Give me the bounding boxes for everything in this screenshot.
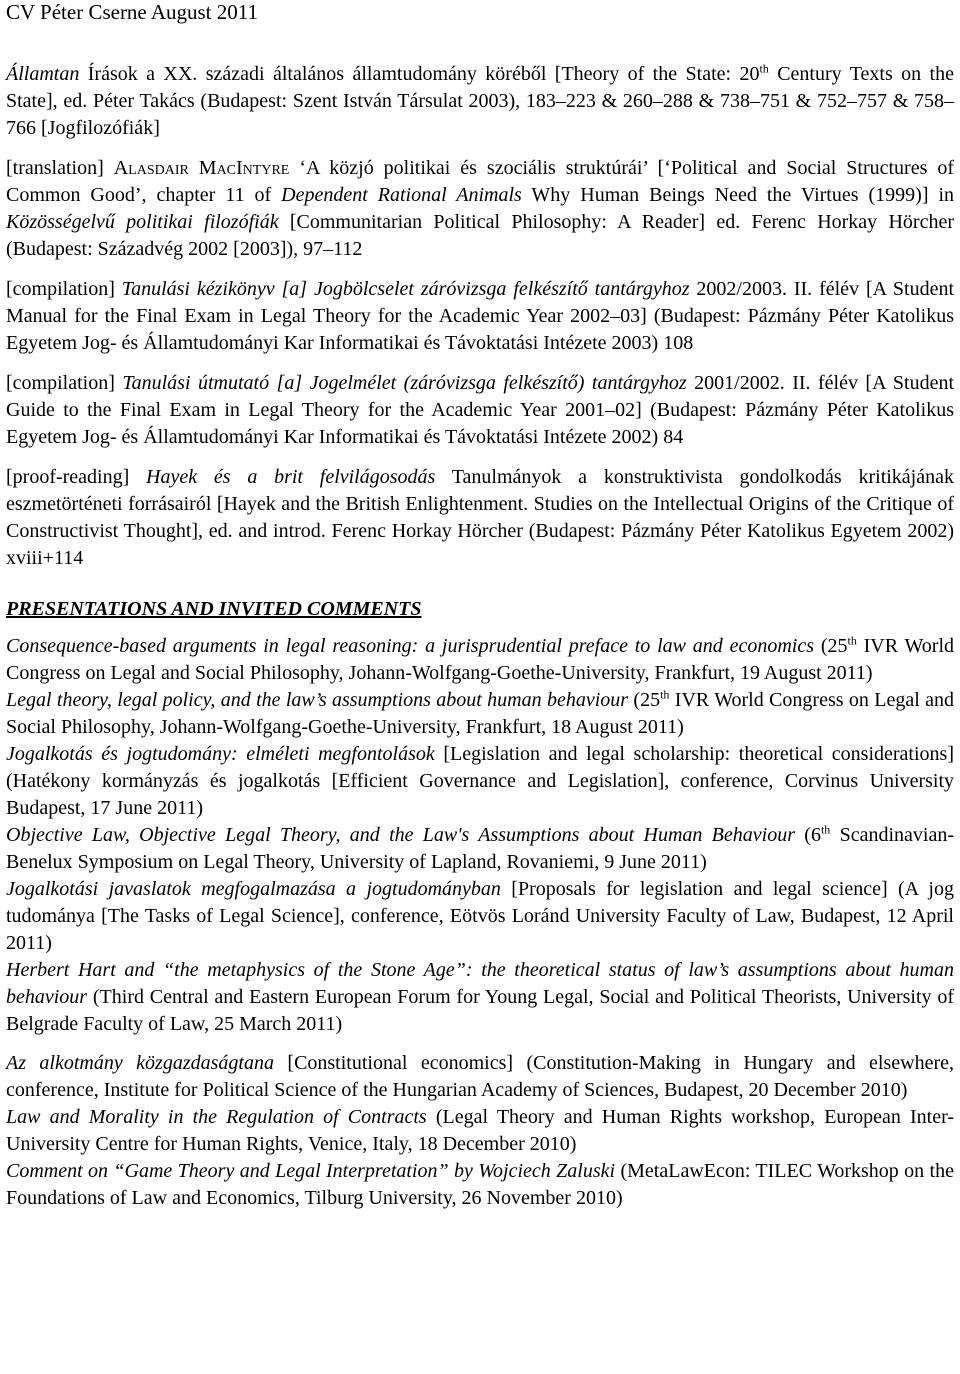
entry-text: 2001/2002. II. félév [A Student Guide to the Final Exam in Legal Theory for the Academic Year 2001–02] (Budapest: Pázmány Péter Katolikus Egyetem Jog- és Államtudományi Kar Informatikai és Távoktatási Intézete 2002) 84	[6, 372, 954, 448]
entry-text: (25	[628, 689, 661, 711]
publication-entry	[6, 155, 954, 263]
presentation-entry	[6, 633, 954, 687]
publication-entry	[6, 276, 954, 357]
entry-text: (MetaLawEcon: TILEC Workshop on the Foundations of Law and Economics, Tilburg University, 26 November 2010)	[6, 1160, 954, 1209]
presentations-list	[6, 633, 954, 1212]
superscript: th	[660, 687, 670, 702]
publication-entry	[6, 464, 954, 572]
italic-title: Objective Law, Objective Legal Theory, and the Law's Assumptions about Human Behaviour	[6, 824, 795, 846]
entry-text: Century Texts on the State], ed. Péter Takács (Budapest: Szent István Társulat 2003), 183–223 & 260–288 & 738–751 & 752–757 & 758–766 [Jogfilozófiák]	[6, 63, 954, 139]
publication-entry	[6, 61, 954, 142]
superscript: th	[759, 61, 769, 76]
entry-text: [Legislation and legal scholarship: theoretical considerations] (Hatékony kormányzás és jogalkotás [Efficient Governance and Legislation], conference, Corvinus University Budapest, 17 June 2011)	[6, 743, 954, 819]
italic-title: Legal theory, legal policy, and the law’s assumptions about human behaviour	[6, 689, 629, 711]
italic-title: Dependent Rational Animals	[281, 184, 522, 206]
entry-text: ‘A közjó politikai és szociális struktúrái’ [‘Political and Social Structures of Common Good’, chapter 11 of	[6, 157, 954, 206]
presentation-entry	[6, 822, 954, 876]
italic-title: Consequence-based arguments in legal reasoning: a jurisprudential preface to law and economics	[6, 635, 815, 657]
entry-text: IVR World Congress on Legal and Social Philosophy, Johann-Wolfgang-Goethe-University, Frankfurt, 19 August 2011)	[6, 635, 954, 684]
entry-text: Why Human Beings Need the Virtues (1999)] in	[521, 184, 955, 206]
italic-title: Tanulási útmutató [a] Jogelmélet (záróvizsga felkészítő) tantárgyhoz	[122, 372, 687, 394]
presentation-entry	[6, 1104, 954, 1158]
section-title: PRESENTATIONS AND INVITED COMMENTS	[6, 598, 422, 620]
italic-title: Tanulási kézikönyv [a] Jogbölcselet záróvizsga felkészítő tantárgyhoz	[121, 278, 690, 300]
entry-text: 2002/2003. II. félév [A Student Manual for the Final Exam in Legal Theory for the Academic Year 2002–03] (Budapest: Pázmány Péter Katolikus Egyetem Jog- és Államtudományi Kar Informatikai és Távoktatási Intézete 2003) 108	[6, 278, 954, 354]
italic-title: Államtan	[6, 63, 80, 85]
presentation-entry	[6, 1050, 954, 1104]
entry-text: (6	[795, 824, 821, 846]
italic-title: Herbert Hart and “the metaphysics of the Stone Age”: the theoretical status of law’s assumptions about human behaviour	[6, 959, 954, 1008]
entry-text: (25	[814, 635, 848, 657]
italic-title: Comment on “Game Theory and Legal Interpretation” by Wojciech Zaluski	[6, 1160, 616, 1182]
publications-list	[6, 61, 954, 572]
page-header: CV Péter Cserne August 2011	[6, 0, 258, 24]
entry-text: [proof-reading]	[6, 466, 147, 488]
entry-text: Tanulmányok a konstruktivista gondolkodás kritikájának eszmetörténeti forrásairól [Hayek and the British Enlightenment. Studies on the Intellectual Origins of the Critique of Constructivist Thought], ed. and introd. Ferenc Horkay Hörcher (Budapest: Pázmány Péter Katolikus Egyetem 2002) xviii+114	[6, 466, 954, 569]
italic-title: Közösségelvű politikai filozófiák	[6, 211, 279, 233]
italic-title: Hayek és a brit felvilágosodás	[146, 466, 436, 488]
entry-text: Írások a XX. századi általános államtudomány köréből [Theory of the State: 20	[79, 63, 760, 85]
entry-text: IVR World Congress on Legal and Social Philosophy, Johann-Wolfgang-Goethe-University, Frankfurt, 18 August 2011)	[6, 689, 954, 738]
entry-text: (Legal Theory and Human Rights workshop, European Inter-University Centre for Human Rights, Venice, Italy, 18 December 2010)	[6, 1106, 954, 1155]
entry-text: [translation]	[6, 157, 114, 179]
superscript: th	[820, 822, 831, 837]
entry-text: [compilation]	[6, 278, 122, 300]
presentation-entry	[6, 687, 954, 741]
entry-text: [Proposals for legislation and legal science] (A jog tudománya [The Tasks of Legal Science], conference, Eötvös Loránd University Faculty of Law, Budapest, 12 April 2011)	[6, 878, 954, 954]
presentation-entry	[6, 957, 954, 1038]
superscript: th	[847, 633, 857, 648]
author-name: Alasdair MacIntyre	[113, 157, 290, 179]
italic-title: Az alkotmány közgazdaságtana	[6, 1052, 274, 1074]
presentation-entry	[6, 1158, 954, 1212]
publication-entry	[6, 370, 954, 451]
entry-text: [Communitarian Political Philosophy: A Reader] ed. Ferenc Horkay Hörcher (Budapest: Századvég 2002 [2003]), 97–112	[6, 211, 954, 260]
presentation-entry	[6, 876, 954, 957]
italic-title: Law and Morality in the Regulation of Contracts	[6, 1106, 427, 1128]
entry-text: [compilation]	[6, 372, 123, 394]
entry-text: [Constitutional economics] (Constitution-Making in Hungary and elsewhere, conference, Institute for Political Science of the Hungarian Academy of Sciences, Budapest, 20 December 2010)	[6, 1052, 955, 1101]
italic-title: Jogalkotási javaslatok megfogalmazása a jogtudományban	[6, 878, 501, 900]
entry-text: (Third Central and Eastern European Forum for Young Legal, Social and Political Theorists, University of Belgrade Faculty of Law, 25 March 2011)	[6, 986, 954, 1035]
presentation-entry	[6, 741, 954, 822]
italic-title: Jogalkotás és jogtudomány: elméleti megfontolások	[6, 743, 435, 765]
entry-text: Scandinavian-Benelux Symposium on Legal Theory, University of Lapland, Rovaniemi, 9 June 2011)	[6, 824, 954, 873]
